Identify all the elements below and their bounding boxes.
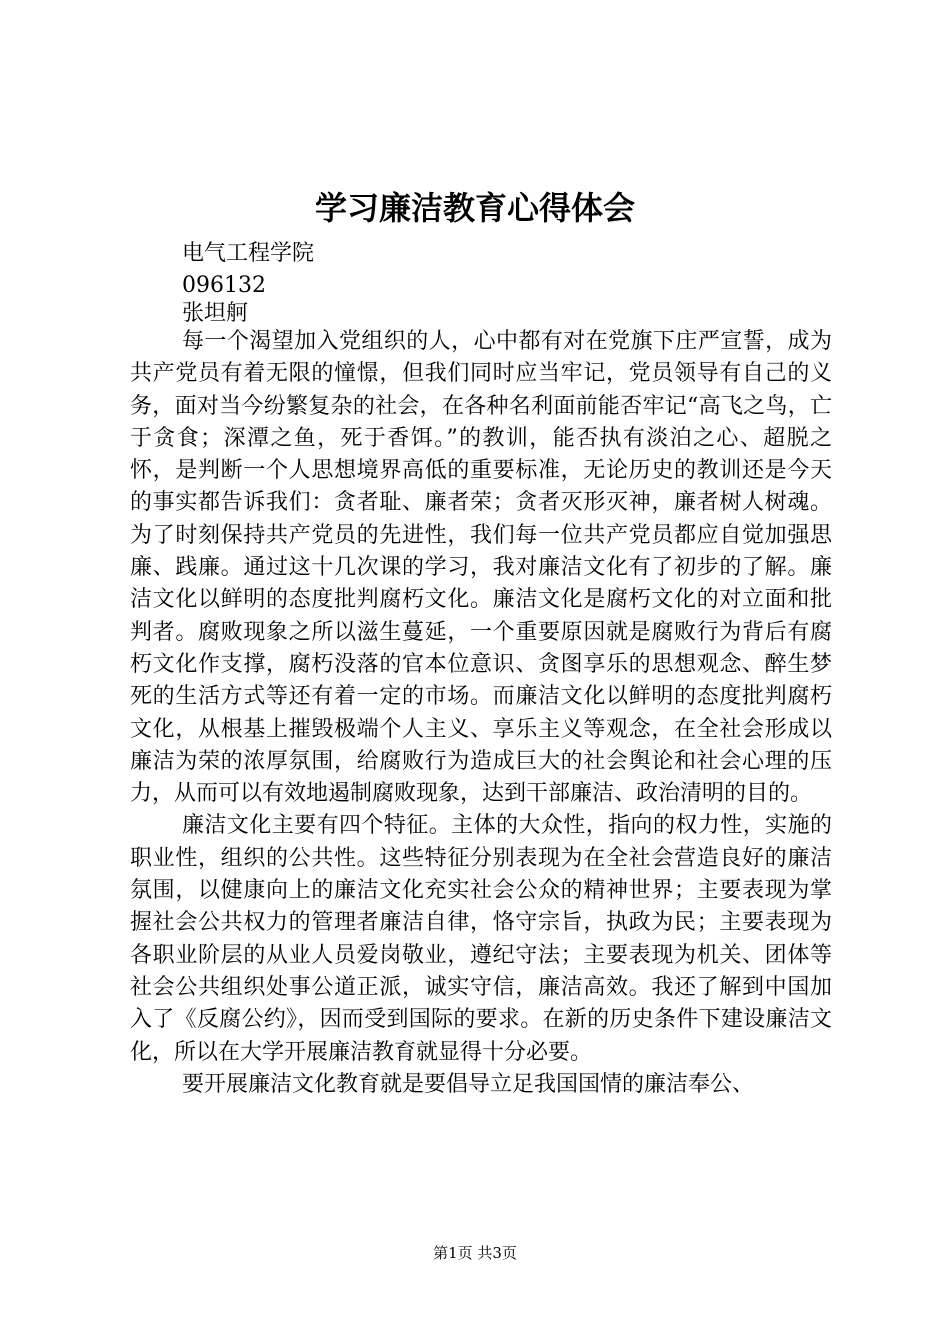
author-school: 电气工程学院 bbox=[182, 241, 315, 266]
author-name: 张坦舸 bbox=[182, 301, 249, 326]
author-student-id: 096132 bbox=[182, 273, 266, 298]
page-footer: 第1页 共3页 bbox=[433, 1244, 517, 1262]
document-body bbox=[130, 326, 832, 1101]
paragraph: 要开展廉洁文化教育就是要倡导立足我国国情的廉洁奉公、 bbox=[182, 1071, 755, 1097]
paragraph: 每一个渴望加入党组织的人，心中都有对在党旗下庄严宣誓，成为共产党员有着无限的憧憬，但我们同时应当牢记，党员领导有自己的义务，面对当今纷繁复杂的社会，在各种名利面前能否牢记“高飞之鸟，亡于贪食；深潭之鱼，死于香饵。”的教训，能否执有淡泊之心、超脱之怀，是判断一个人思想境界高低的重要标准，无论历史的教训还是今天的事实都告诉我们：贪者耻、廉者荣；贪者灭形灭神，廉者树人树魂。为了时刻保持共产党员的先进性，我们每一位共产党员都应自觉加强思廉、践廉。通过这十几次课的学习，我对廉洁文化有了初步的了解。廉洁文化以鲜明的态度批判腐朽文化。廉洁文化是腐朽文化的对立面和批判者。腐败现象之所以滋生蔓延，一个重要原因就是腐败行为背后有腐朽文化作支撑，腐朽没落的官本位意识、贪图享乐的思想观念、醉生梦死的生活方式等还有着一定的市场。而廉洁文化以鲜明的态度批判腐朽文化，从根基上摧毁极端个人主义、享乐主义等观念，在全社会形成以廉洁为荣的浓厚氛围，给腐败行为造成巨大的社会舆论和社会心理的压力，从而可以有效地遏制腐败现象，达到干部廉洁、政治清明的目的。 bbox=[130, 329, 832, 807]
paragraph: 廉洁文化主要有四个特征。主体的大众性，指向的权力性，实施的职业性，组织的公共性。这些特征分别表现为在全社会营造良好的廉洁氛围，以健康向上的廉洁文化充实社会公众的精神世界；主要表现为掌握社会公共权力的管理者廉洁自律，恪守宗旨，执政为民；主要表现为各职业阶层的从业人员爱岗敬业，遵纪守法；主要表现为机关、团体等社会公共组织处事公道正派，诚实守信，廉洁高效。我还了解到中国加入了《反腐公约》，因而受到国际的要求。在新的历史条件下建设廉洁文化，所以在大学开展廉洁教育就显得十分必要。 bbox=[130, 813, 832, 1065]
document-title: 学习廉洁教育心得体会 bbox=[314, 189, 635, 227]
